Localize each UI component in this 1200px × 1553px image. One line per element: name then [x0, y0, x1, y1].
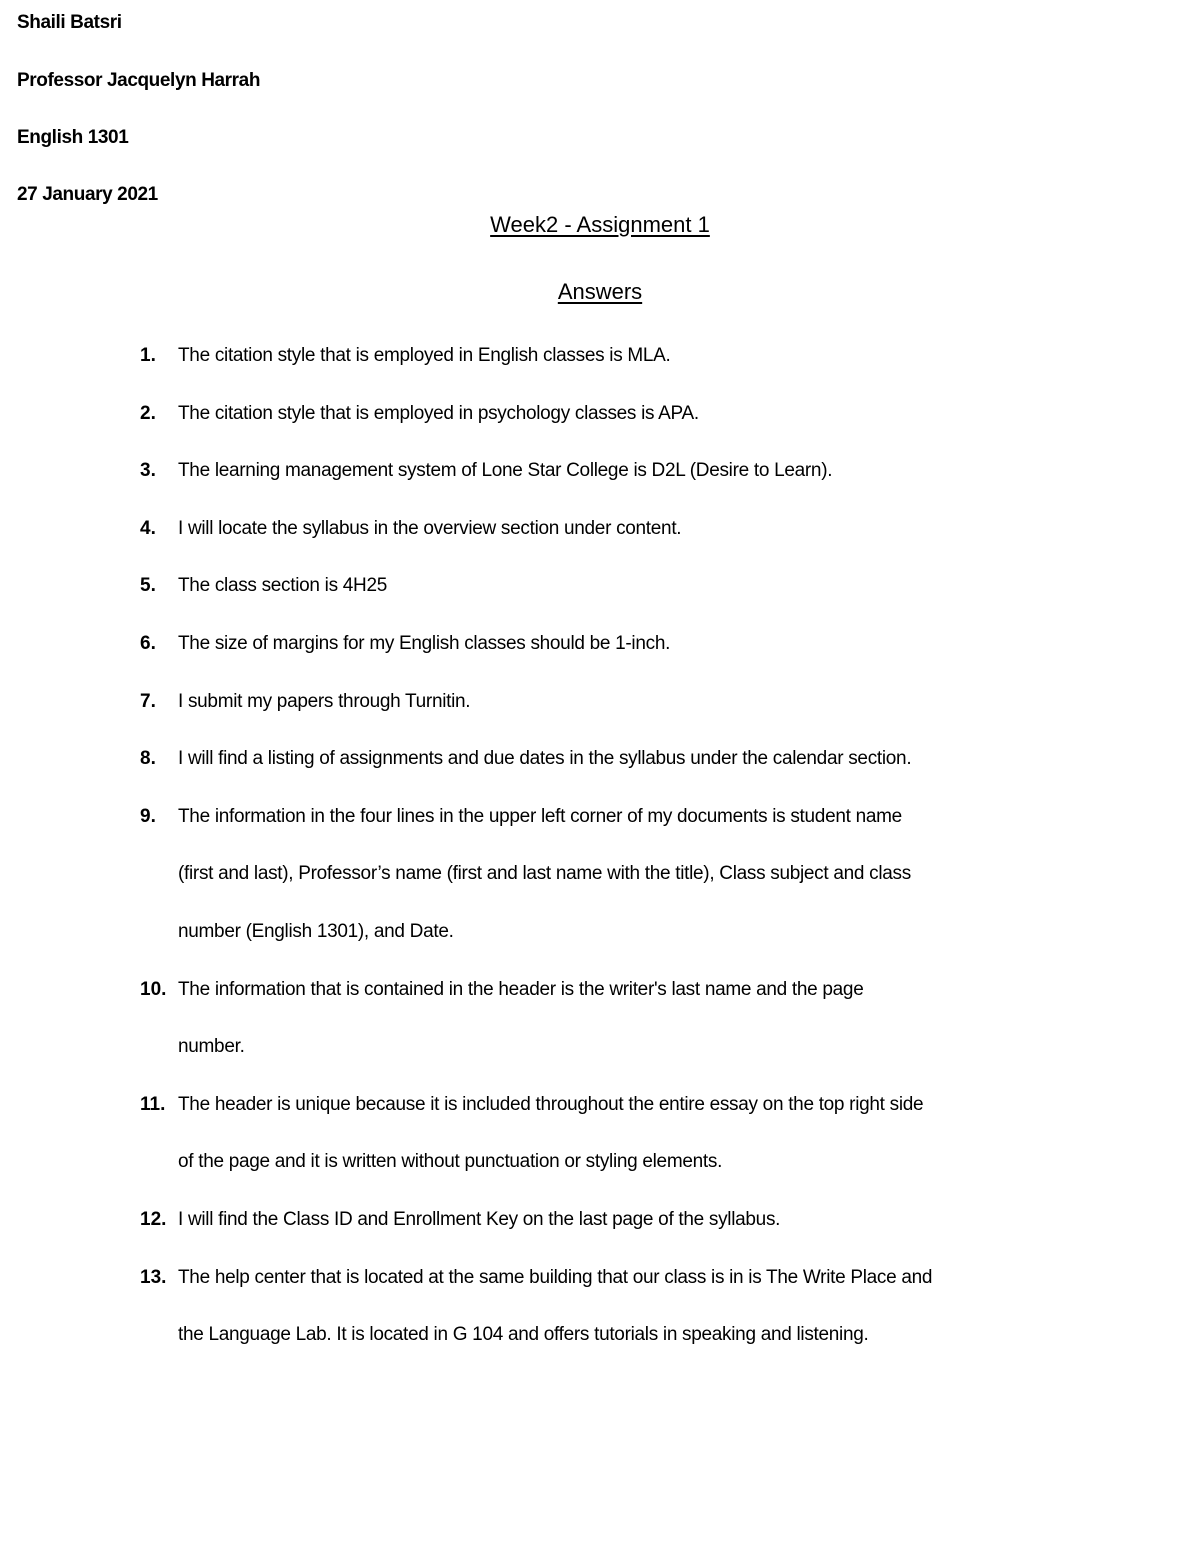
list-item-text-line: I will find a listing of assignments and due dates in the syllabus under the calendar section.	[178, 748, 912, 770]
list-item-text-line: The help center that is located at the same building that our class is in is The Write Place and	[178, 1266, 933, 1288]
list-item-text-line: (first and last), Professor’s name (first and last name with the title), Class subject and class	[178, 863, 911, 885]
list-item-number: 4.	[140, 517, 156, 539]
list-item-number: 13.	[140, 1266, 167, 1288]
list-item-number: 2.	[140, 402, 156, 424]
page-title: Week2 - Assignment 1	[490, 212, 710, 237]
list-item-text-line: The learning management system of Lone Star College is D2L (Desire to Learn).	[178, 460, 833, 482]
list-item-number: 8.	[140, 748, 156, 770]
list-item-number: 11.	[140, 1093, 166, 1115]
list-item-text-line: The size of margins for my English classes should be 1-inch.	[178, 633, 671, 654]
list-item-text-line: I submit my papers through Turnitin.	[178, 690, 471, 712]
list-item-text-line: the Language Lab. It is located in G 104 and offers tutorials in speaking and listening.	[178, 1324, 869, 1346]
list-item-text-line: number.	[178, 1036, 245, 1058]
list-item-text-line: The header is unique because it is included throughout the entire essay on the top right side	[178, 1093, 924, 1115]
list-item-number: 1.	[140, 345, 156, 366]
list-item-text-line: The citation style that is employed in psychology classes is APA.	[178, 402, 699, 424]
list-item-text-line: number (English 1301), and Date.	[178, 920, 454, 942]
page-subtitle: Answers	[557, 279, 643, 304]
list-item-number: 7.	[140, 690, 156, 712]
list-item-number: 9.	[140, 805, 156, 827]
list-item-text-line: I will locate the syllabus in the overview section under content.	[178, 517, 682, 539]
list-item-text-line: The information that is contained in the header is the writer's last name and the page	[178, 978, 864, 1000]
student-name: Shaili Batsri	[17, 12, 122, 33]
professor-name: Professor Jacquelyn Harrah	[17, 70, 261, 91]
document-date: 27 January 2021	[17, 184, 158, 205]
course-name: English 1301	[17, 127, 129, 148]
list-item-text-line: The information in the four lines in the upper left corner of my documents is student name	[178, 805, 902, 827]
list-item-text-line: The class section is 4H25	[178, 575, 387, 597]
list-item-number: 12.	[140, 1209, 167, 1230]
list-item-text-line: I will find the Class ID and Enrollment Key on the last page of the syllabus.	[178, 1209, 781, 1230]
list-item-number: 6.	[140, 633, 156, 654]
list-item-text-line: The citation style that is employed in English classes is MLA.	[178, 345, 671, 366]
list-item-number: 10.	[140, 978, 167, 1000]
list-item-number: 3.	[140, 460, 156, 482]
list-item-text-line: of the page and it is written without punctuation or styling elements.	[178, 1151, 723, 1173]
list-item-number: 5.	[140, 575, 156, 597]
